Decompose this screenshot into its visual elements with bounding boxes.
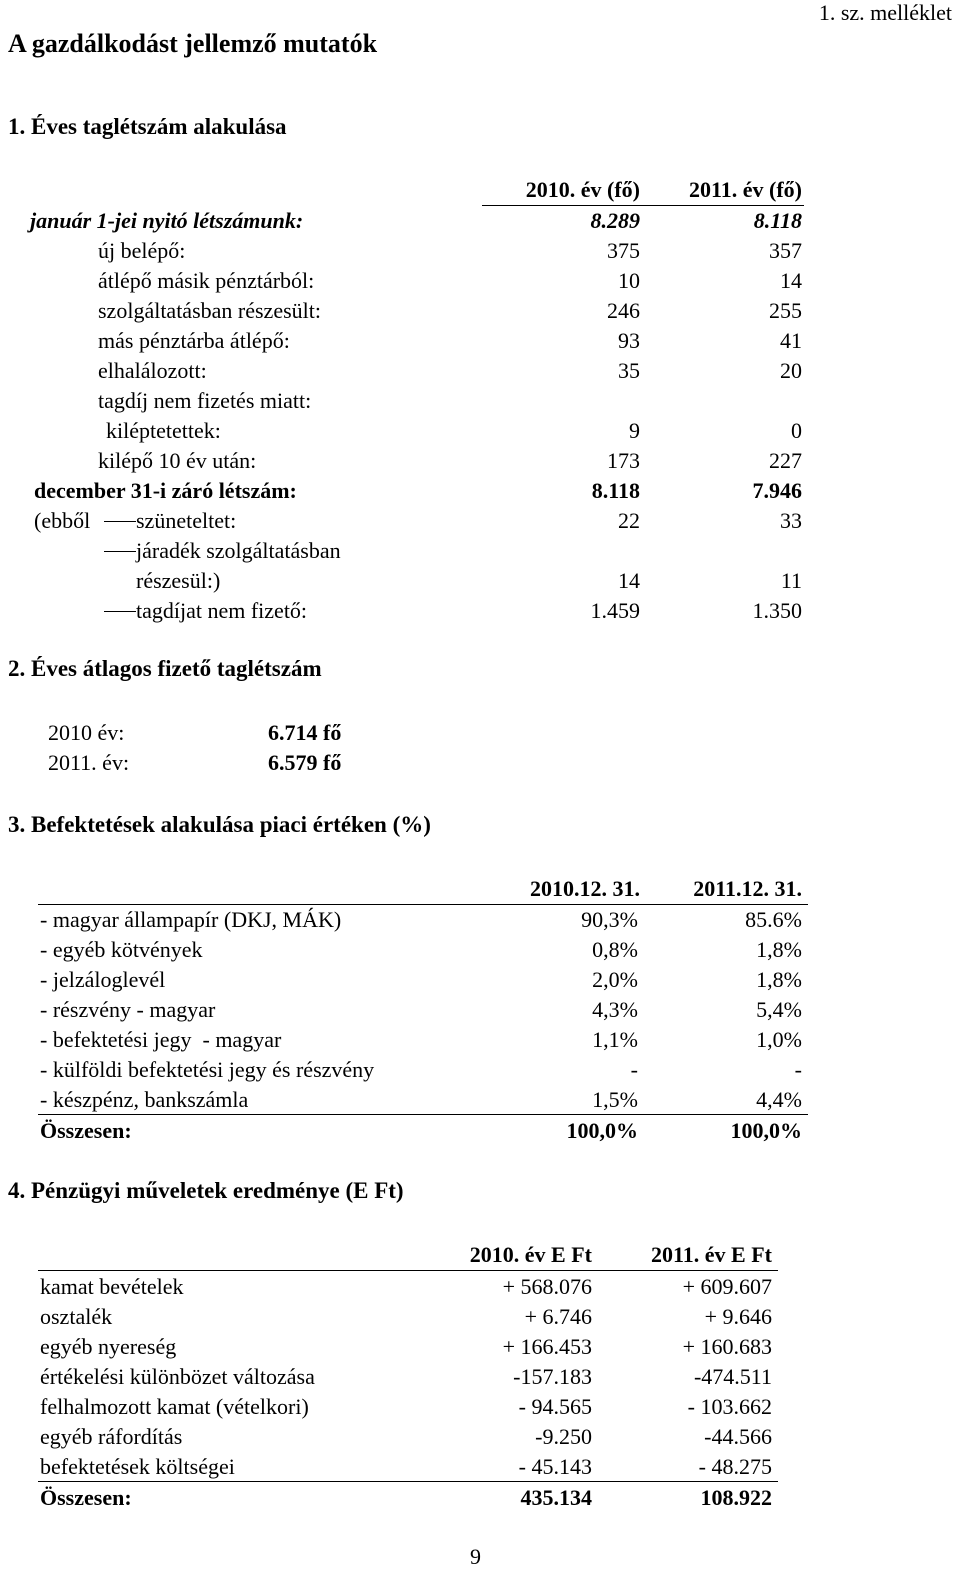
dash-marker [104,611,136,612]
row-label: - készpénz, bankszámla [40,1087,249,1112]
row-value-2011: 33 [780,508,802,533]
row-value-2011: + 9.646 [704,1304,772,1329]
row-value-2011: 20 [780,358,802,383]
row-label: szolgáltatásban részesült: [98,298,321,323]
row-label: más pénztárba átlépő: [98,328,290,353]
row-label: kilépő 10 év után: [98,448,257,473]
row-value-2010: 8.118 [591,478,640,503]
row-value-2011: + 609.607 [682,1274,772,1299]
total-value-2011: 100,0% [730,1118,802,1143]
row-label: járadék szolgáltatásban [136,538,341,563]
s3-col2-header: 2011.12. 31. [693,876,802,901]
total-label: Összesen: [40,1485,132,1510]
row-label: - jelzáloglevél [40,967,166,992]
row-value-2010: 246 [607,298,640,323]
s3-col1-header: 2010.12. 31. [530,876,640,901]
s1-col1-header: 2010. év (fő) [525,177,640,202]
row-value-2011: 1.350 [752,598,802,623]
row-label: befektetések költségei [40,1454,235,1479]
section-3-heading: 3. Befektetések alakulása piaci értéken (%) [8,812,431,837]
s1-col2-header: 2011. év (fő) [688,177,802,202]
dash-marker [104,521,136,522]
row-value-2011: + 160.683 [682,1334,772,1359]
row-value-2011: -44.566 [704,1424,772,1449]
row-label: - részvény - magyar [40,997,216,1022]
page-number: 9 [470,1544,481,1569]
row-value-2011: 0 [791,418,802,443]
annex-label: 1. sz. melléklet [818,0,952,25]
row-value-2010: 35 [618,358,640,383]
row-value-2011: 1,8% [756,937,802,962]
row-value-2010: 93 [618,328,640,353]
row-value-2010: 1.459 [590,598,640,623]
row-value-2011: 5,4% [756,997,802,1022]
row-value-2010: 22 [618,508,640,533]
s3-header-rule [38,904,808,905]
row-label: - befektetési jegy - magyar [40,1027,282,1052]
avg-value-2010: 6.714 fő [268,720,342,745]
row-value-2011: 1,8% [756,967,802,992]
row-value-2011: - 48.275 [698,1454,772,1479]
section-4-heading: 4. Pénzügyi műveletek eredménye (E Ft) [8,1178,404,1203]
s4-col1-header: 2010. év E Ft [469,1242,592,1267]
row-label: december 31-i záró létszám: [34,478,297,503]
row-value-2011: - 103.662 [687,1394,772,1419]
row-label: tagdíj nem fizetés miatt: [98,388,312,413]
row-value-2010: + 6.746 [524,1304,592,1329]
dash-marker [104,551,136,552]
row-value-2010: 90,3% [581,907,638,932]
row-value-2011: 8.118 [753,208,802,233]
section-2-heading: 2. Éves átlagos fizető taglétszám [8,656,322,681]
row-value-2011: 14 [780,268,802,293]
row-value-2010: 173 [607,448,640,473]
avg-label-2010: 2010 év: [48,720,125,745]
row-value-2011: 1,0% [756,1027,802,1052]
total-label: Összesen: [40,1118,132,1143]
row-label: új belépő: [98,238,186,263]
row-value-2011: 357 [769,238,802,263]
total-value-2010: 100,0% [566,1118,638,1143]
row-value-2010: 8.289 [590,208,640,233]
row-value-2010: 1,5% [592,1087,638,1112]
row-value-2010: + 568.076 [502,1274,592,1299]
row-label: felhalmozott kamat (vételkori) [40,1394,309,1419]
row-value-2011: - [794,1057,802,1082]
avg-label-2011: 2011. év: [48,750,130,775]
row-value-2010: + 166.453 [502,1334,592,1359]
row-value-2010: 0,8% [592,937,638,962]
row-value-2010: 14 [618,568,640,593]
row-label: - egyéb kötvények [40,937,203,962]
page-title: A gazdálkodást jellemző mutatók [8,29,378,58]
row-value-2011: 7.946 [752,478,802,503]
row-label: egyéb ráfordítás [40,1424,183,1449]
s1-header-rule [482,205,804,206]
row-value-2010: - 45.143 [518,1454,592,1479]
s4-header-rule [38,1270,778,1271]
row-label-prefix: (ebből [34,508,91,533]
row-value-2011: 255 [769,298,802,323]
row-label: - magyar állampapír (DKJ, MÁK) [40,907,342,932]
row-label: elhalálozott: [98,358,207,383]
row-value-2011: 227 [769,448,802,473]
row-value-2010: 9 [629,418,640,443]
row-label: értékelési különbözet változása [40,1364,315,1389]
section-1-heading: 1. Éves taglétszám alakulása [8,114,287,139]
row-label: január 1-jei nyitó létszámunk: [30,208,304,233]
row-value-2011: 4,4% [756,1087,802,1112]
row-value-2010: 1,1% [592,1027,638,1052]
s4-col2-header: 2011. év E Ft [651,1242,772,1267]
row-label: osztalék [40,1304,113,1329]
row-value-2011: 85.6% [745,907,802,932]
row-value-2010: -9.250 [535,1424,592,1449]
row-label: - külföldi befektetési jegy és részvény [40,1057,375,1082]
row-value-2011: 41 [780,328,802,353]
row-label: átlépő másik pénztárból: [98,268,315,293]
s3-total-rule [38,1114,808,1115]
total-value-2010: 435.134 [520,1485,592,1510]
row-value-2010: 10 [618,268,640,293]
total-value-2011: 108.922 [700,1485,772,1510]
row-value-2010: 4,3% [592,997,638,1022]
row-value-2010: - 94.565 [518,1394,592,1419]
row-label: szüneteltet: [136,508,237,533]
row-value-2010: - [630,1057,638,1082]
row-value-2010: 2,0% [592,967,638,992]
row-value-2010: 375 [607,238,640,263]
row-value-2011: -474.511 [693,1364,772,1389]
row-value-2010: -157.183 [513,1364,592,1389]
avg-value-2011: 6.579 fő [268,750,342,775]
row-label: kiléptetettek: [106,418,221,443]
row-label: kamat bevételek [40,1274,184,1299]
row-label: tagdíjat nem fizető: [136,598,308,623]
row-label-cont: részesül:) [136,568,221,593]
row-label: egyéb nyereség [40,1334,177,1359]
row-value-2011: 11 [780,568,802,593]
s4-total-rule [38,1481,778,1482]
